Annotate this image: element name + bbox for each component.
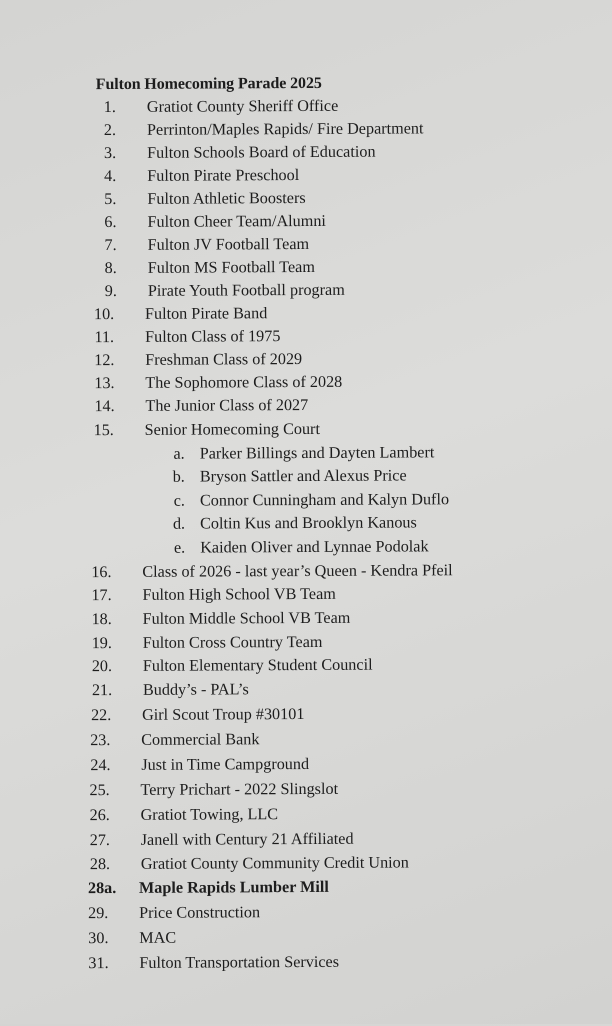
item-text: Kaiden Oliver and Lynnae Podolak xyxy=(200,537,429,557)
item-text: Fulton Schools Board of Education xyxy=(147,142,376,162)
item-text: Senior Homecoming Court xyxy=(144,419,320,439)
item-text: Fulton High School VB Team xyxy=(142,584,336,604)
item-number: e. xyxy=(173,538,186,557)
item-number: 25. xyxy=(89,781,110,800)
item-text: Girl Scout Troup #30101 xyxy=(142,705,305,724)
item-text: Connor Cunningham and Kalyn Duflo xyxy=(199,490,450,510)
court-member-item xyxy=(171,537,429,557)
item-number: 9. xyxy=(104,281,117,301)
item-text: Buddy’s - PAL’s xyxy=(142,680,249,699)
item-number: 2. xyxy=(103,120,117,140)
parade-item xyxy=(96,119,424,140)
court-member-item xyxy=(171,513,417,533)
item-number: a. xyxy=(173,444,185,463)
item-number: 3. xyxy=(103,143,117,163)
item-number: d. xyxy=(172,514,186,533)
item-number: 10. xyxy=(93,305,115,324)
item-text: Commercial Bank xyxy=(141,730,260,749)
court-member-item xyxy=(171,466,407,486)
item-number: 7. xyxy=(104,235,117,255)
item-number: 18. xyxy=(91,610,112,629)
item-number: 6. xyxy=(104,212,117,232)
item-number: 24. xyxy=(90,756,111,775)
item-number: 31. xyxy=(88,954,109,973)
parade-item xyxy=(91,680,249,700)
item-number: 13. xyxy=(94,374,115,393)
parade-item xyxy=(91,584,336,605)
item-number: 4. xyxy=(104,166,117,186)
court-member-item xyxy=(171,443,435,463)
item-text: Maple Rapids Lumber Mill xyxy=(138,877,329,897)
item-number: 23. xyxy=(90,731,111,750)
item-number: 17. xyxy=(91,586,112,605)
item-text: Fulton MS Football Team xyxy=(147,257,315,277)
item-text: Perrinton/Maples Rapids/ Fire Department xyxy=(146,119,424,139)
item-number: 20. xyxy=(91,657,113,676)
item-number: 8. xyxy=(104,258,117,278)
item-number: 1. xyxy=(103,97,116,117)
parade-item xyxy=(90,754,310,775)
parade-item xyxy=(96,188,306,209)
item-text: Pirate Youth Football program xyxy=(147,280,345,300)
parade-item xyxy=(87,877,329,898)
parade-item xyxy=(91,705,305,725)
parade-item xyxy=(90,730,260,750)
item-number: b. xyxy=(172,467,185,486)
parade-item xyxy=(96,96,339,117)
item-text: Coltin Kus and Brooklyn Kanous xyxy=(200,513,417,533)
item-text: Fulton JV Football Team xyxy=(147,234,310,254)
item-number: 5. xyxy=(104,189,117,209)
item-text: Fulton Cross Country Team xyxy=(142,632,323,652)
item-text: Gratiot County Community Credit Union xyxy=(140,853,409,873)
court-member-item xyxy=(171,490,450,510)
parade-item xyxy=(97,280,345,301)
parade-item xyxy=(89,853,409,874)
item-text: Fulton Transportation Services xyxy=(139,952,340,972)
item-number: c. xyxy=(173,491,185,510)
parade-item xyxy=(91,608,351,629)
item-number: 14. xyxy=(94,397,115,416)
document-title: Fulton Homecoming Parade 2025 xyxy=(95,74,322,94)
item-number: 30. xyxy=(88,929,109,948)
item-text: The Junior Class of 2027 xyxy=(145,395,309,415)
parade-item xyxy=(96,142,376,163)
item-text: MAC xyxy=(139,928,177,947)
item-text: Fulton Class of 1975 xyxy=(145,327,281,346)
item-text: Janell with Century 21 Affiliated xyxy=(140,829,354,849)
item-text: Class of 2026 - last year’s Queen - Kendra Pfeil xyxy=(142,561,453,581)
parade-item xyxy=(91,561,453,582)
item-text: Bryson Sattler and Alexus Price xyxy=(199,466,407,486)
item-number: 22. xyxy=(91,706,112,725)
item-number: 11. xyxy=(94,328,115,347)
item-text: Fulton Middle School VB Team xyxy=(142,608,351,628)
parade-item xyxy=(96,166,300,186)
parade-item xyxy=(89,829,354,850)
item-text: Fulton Cheer Team/Alumni xyxy=(147,211,326,231)
item-text: Fulton Pirate Preschool xyxy=(147,166,300,185)
item-text: Just in Time Campground xyxy=(141,754,310,774)
item-number: 12. xyxy=(94,351,115,370)
parade-item xyxy=(88,952,340,973)
item-number: 28. xyxy=(89,855,111,874)
item-text: Price Construction xyxy=(139,903,261,922)
item-text: Fulton Athletic Boosters xyxy=(147,188,306,208)
item-text: The Sophomore Class of 2028 xyxy=(145,372,343,392)
item-text: Parker Billings and Dayten Lambert xyxy=(199,443,435,463)
item-number: 15. xyxy=(93,421,114,440)
parade-item xyxy=(94,372,343,393)
parade-item xyxy=(91,632,323,653)
item-text: Fulton Elementary Student Council xyxy=(142,655,373,675)
item-number: 19. xyxy=(91,634,112,653)
parade-item xyxy=(89,779,339,800)
item-number: 28a. xyxy=(87,878,117,898)
item-text: Gratiot County Sheriff Office xyxy=(146,96,339,116)
item-number: 16. xyxy=(91,563,112,582)
parade-item xyxy=(97,234,310,255)
item-text: Fulton Pirate Band xyxy=(144,304,268,323)
parade-item xyxy=(89,805,279,825)
item-text: Terry Prichart - 2022 Slingslot xyxy=(140,779,339,799)
item-number: 26. xyxy=(89,806,110,825)
item-number: 29. xyxy=(88,904,109,923)
parade-item xyxy=(94,350,303,370)
parade-item xyxy=(96,211,326,232)
parade-item xyxy=(88,928,177,948)
parade-item xyxy=(97,257,315,278)
item-text: Gratiot Towing, LLC xyxy=(140,805,279,824)
parade-item xyxy=(91,655,373,676)
parade-item xyxy=(94,327,281,347)
parade-item xyxy=(94,395,309,416)
parade-item xyxy=(93,304,268,324)
item-number: 27. xyxy=(89,831,110,850)
parade-item xyxy=(88,903,261,923)
item-number: 21. xyxy=(91,681,113,700)
item-text: Freshman Class of 2029 xyxy=(145,350,303,369)
parade-item xyxy=(93,419,320,440)
